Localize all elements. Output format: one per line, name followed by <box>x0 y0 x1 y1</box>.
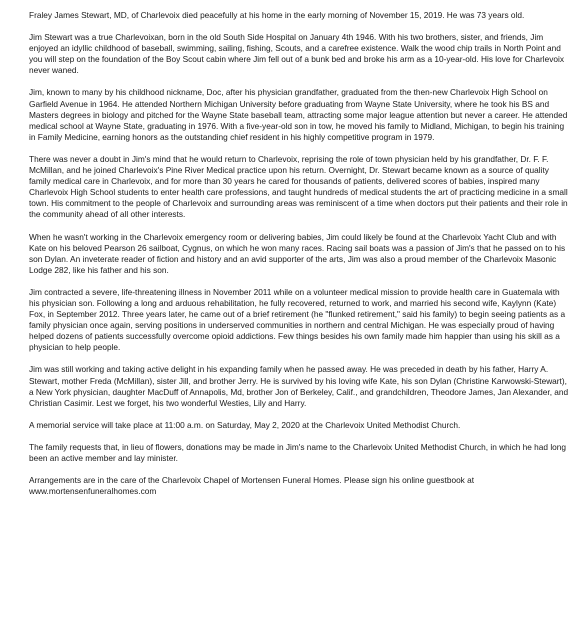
paragraph-arrangements: Arrangements are in the care of the Charlevoix Chapel of Mortensen Funeral Homes. Please sign his online guestbook at www.mortensenfuneralhomes.com <box>29 475 475 497</box>
paragraph-medical-career: There was never a doubt in Jim's mind that he would return to Charlevoix, reprising the role of town physician held by his grandfather, Dr. F. F. McMillan, and he joined Charlevoix's Pine River Medical practice upon his return. Overnight, Dr. Stewart became known as a source of quality family medical care in Charlevoix, and for more than 30 years he cared for thousands of patients, delivered scores of babies, inspired many Charlevoix High School students to enter health care professions, and taught hundreds of medical students the art of practicing medicine in a small town. His commitment to the people of Charlevoix and surrounding areas was reminiscent of a time when doctors put their patients and their role in the community ahead of all other interests. <box>29 153 568 220</box>
paragraph-family-survivors: Jim was still working and taking active delight in his expanding family when he passed away. He was preceded in death by his father, Harry A. Stewart, mother Freda (McMillan), sister Jill, and brother Jerry. He is survived by his loving wife Kate, his son Dylan (Christine Karwowski-Stewart), a New York physician, daughter MacDuff of Annapolis, Md, brother Jon of Berkeley, Calif., and grandchildren, Theodore James, Jan Alexander, and Christian Casimir. Lest we forget, his two wonderful Westies, Lily and Harry. <box>29 364 569 408</box>
paragraph-childhood: Jim Stewart was a true Charlevoixan, born in the old South Side Hospital on January 4th 1946. With his two brothers, sister, and friends, Jim enjoyed an idyllic childhood of baseball, swimming, sailing, fishing, Scouts, and a carefree existence. Walk the wood chip trails in North Point and you will step on the foundation of the Boy Scout cabin where Jim fell out of a bunk bed and broke his arm as a 10-year-old. His love for Charlevoix never waned. <box>29 32 564 76</box>
paragraph-sailing-interests: When he wasn't working in the Charlevoix emergency room or delivering babies, Jim could likely be found at the Charlevoix Yacht Club and with Kate on his beloved Pearson 26 sailboat, Cygnus, on which he won many races. Racing sail boats was a passion of Jim's that he passed on to his son Dylan. An inveterate reader of fiction and history and an avid supporter of the arts, Jim was also a proud member of the Charlevoix Masonic Lodge 282, like his father and his son. <box>29 231 566 275</box>
paragraph-education: Jim, known to many by his childhood nickname, Doc, after his physician grandfather, graduated from the then-new Charlevoix High School on Garfield Avenue in 1964. He attended Northern Michigan University before graduating from Wayne State University, where he took his BS and Masters degrees in biology and pitched for the Wayne State baseball team, attracting some major league attention but never a career. He attended medical school at Wayne State, graduating in 1976. With a five-year-old son in tow, he moved his family to Midland, Michigan, to begin his training in Family Medicine, earning honors as the outstanding chief resident in his highly competitive program in 1979. <box>29 87 568 142</box>
paragraph-death-notice: Fraley James Stewart, MD, of Charlevoix died peacefully at his home in the early morning of November 15, 2019. He was 73 years old. <box>29 10 525 20</box>
paragraph-memorial-service: A memorial service will take place at 11:00 a.m. on Saturday, May 2, 2020 at the Charlevoix United Methodist Church. <box>29 419 461 430</box>
paragraph-donations: The family requests that, in lieu of flowers, donations may be made in Jim's name to the Charlevoix United Methodist Church, in which he had long been an active member and lay minister. <box>29 441 567 463</box>
paragraph-illness-recovery: Jim contracted a severe, life-threatening illness in November 2011 while on a volunteer medical mission to provide health care in Guatemala with his physician son. Following a long and arduous rehabilitation, he fully recovered, returned to work, and married his second wife, Kaylynn (Kate) Fox, in September 2012. Three years later, he came out of a brief retirement (he "flunked retirement," said his family) to begin seeing patients as a family physician once again, serving positions in underserved communities in northern and central Michigan. He was especially proud of having helped dozens of patients successfully overcome opioid addictions. Few things besides his own family made him happier than using his skill as a physician to help people. <box>29 286 566 353</box>
